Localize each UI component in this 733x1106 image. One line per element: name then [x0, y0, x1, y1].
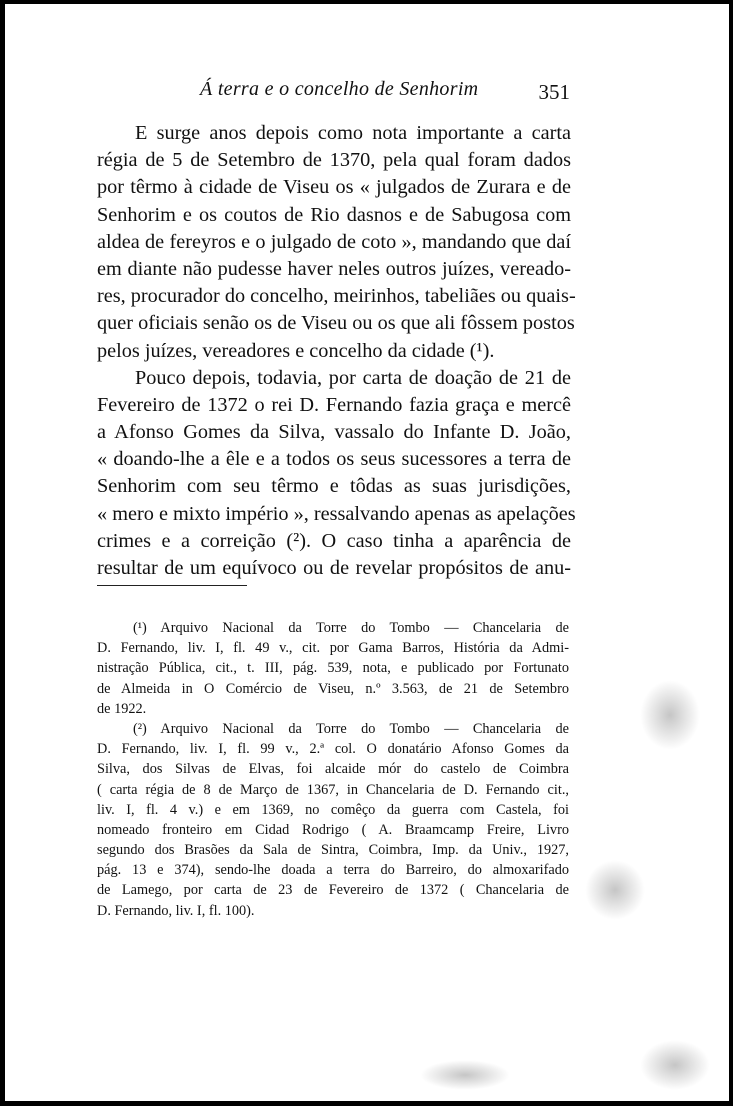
body-line: Fevereiro de 1372 o rei D. Fernando fazia graça e mercê [97, 393, 571, 416]
footnotes [97, 618, 569, 921]
scan-smudge [640, 1040, 710, 1090]
footnote-line: Silva, dos Silvas de Elvas, foi alcaide mór do castelo de Coimbra [97, 761, 569, 778]
body-line: crimes e a correição (²). O caso tinha a aparência de [97, 529, 571, 552]
body-line: quer oficiais senão os de Viseu ou os que ali fôssem postos [97, 312, 575, 335]
body-line: Senhorim e os coutos de Rio dasnos e de Sabugosa com [97, 203, 571, 226]
body-line: a Afonso Gomes da Silva, vassalo do Infante D. João, [97, 421, 571, 444]
footnote-line: de 1922. [97, 700, 147, 717]
body-line: « doando-lhe a êle e a todos os seus sucessores a terra de [97, 448, 571, 471]
body-line: pelos juízes, vereadores e concelho da cidade (¹). [97, 339, 495, 362]
body-line: régia de 5 de Setembro de 1370, pela qual foram dados [97, 149, 571, 172]
page-number: 351 [538, 80, 570, 104]
scan-border-bottom [0, 1101, 733, 1106]
body-line: res, procurador do concelho, meirinhos, tabeliães ou quais- [97, 285, 576, 308]
footnote-line: (¹) Arquivo Nacional da Torre do Tombo — Chancelaria de [133, 620, 569, 636]
body-line: resultar de um equívoco ou de revelar propósitos de anu- [97, 557, 571, 579]
footnote-line: nistração Pública, cit., t. III, pág. 539, nota, e publicado por Fortunato [97, 660, 569, 677]
footnote-line: de Almeida in O Comércio de Viseu, n.º 3.563, de 21 de Setembro [97, 680, 569, 697]
scan-border-left [0, 0, 5, 1106]
scan-smudge [420, 1060, 510, 1090]
body-line: em diante não pudesse haver neles outros juízes, vereado- [97, 257, 571, 280]
body-line: Pouco depois, todavia, por carta de doação de 21 de [135, 366, 571, 389]
body-line: Senhorim com seu têrmo e tôdas as suas jurisdições, [97, 475, 571, 498]
footnote-line: D. Fernando, liv. I, fl. 49 v., cit. por Gama Barros, História da Admi- [97, 640, 569, 657]
footnote-line: liv. I, fl. 4 v.) e em 1369, no comêço da guerra com Castela, foi [97, 801, 569, 818]
footnote-line: pág. 13 e 374), sendo-lhe doada a terra do Barreiro, do almoxarifado [97, 862, 569, 879]
scan-smudge [585, 860, 645, 920]
footnote-line: de Lamego, por carta de 23 de Fevereiro de 1372 ( Chancelaria de [97, 882, 569, 899]
page-header [96, 76, 572, 108]
footnote-line: (²) Arquivo Nacional da Torre do Tombo — Chancelaria de [133, 720, 569, 737]
body-line: por têrmo à cidade de Viseu os « julgados de Zurara e de [97, 176, 571, 199]
body-line: « mero e mixto império », ressalvando apenas as apelações [97, 502, 576, 525]
footnote-line: D. Fernando, liv. I, fl. 99 v., 2.ª col. O donatário Afonso Gomes da [97, 741, 569, 758]
footnote-line: ( carta régia de 8 de Março de 1367, in Chancelaria de D. Fernando cit., [97, 781, 569, 798]
scan-border-right [729, 0, 733, 1106]
scan-smudge [640, 680, 700, 750]
footnote-line: D. Fernando, liv. I, fl. 100). [97, 902, 255, 919]
body-text [97, 120, 576, 582]
footnote-line: nomeado fronteiro em Cidad Rodrigo ( A. Braamcamp Freire, Livro [97, 821, 569, 838]
scan-border-top [0, 0, 733, 4]
footnote-line: segundo dos Brasões da Sala de Sintra, Coimbra, Imp. da Univ., 1927, [97, 842, 569, 859]
body-line: E surge anos depois como nota importante a carta [135, 122, 571, 144]
footnote-separator [97, 585, 247, 586]
body-line: aldea de fereyros e o julgado de coto », mandando que daí [97, 230, 571, 253]
running-title: Á terra e o concelho de Senhorim [200, 78, 479, 100]
